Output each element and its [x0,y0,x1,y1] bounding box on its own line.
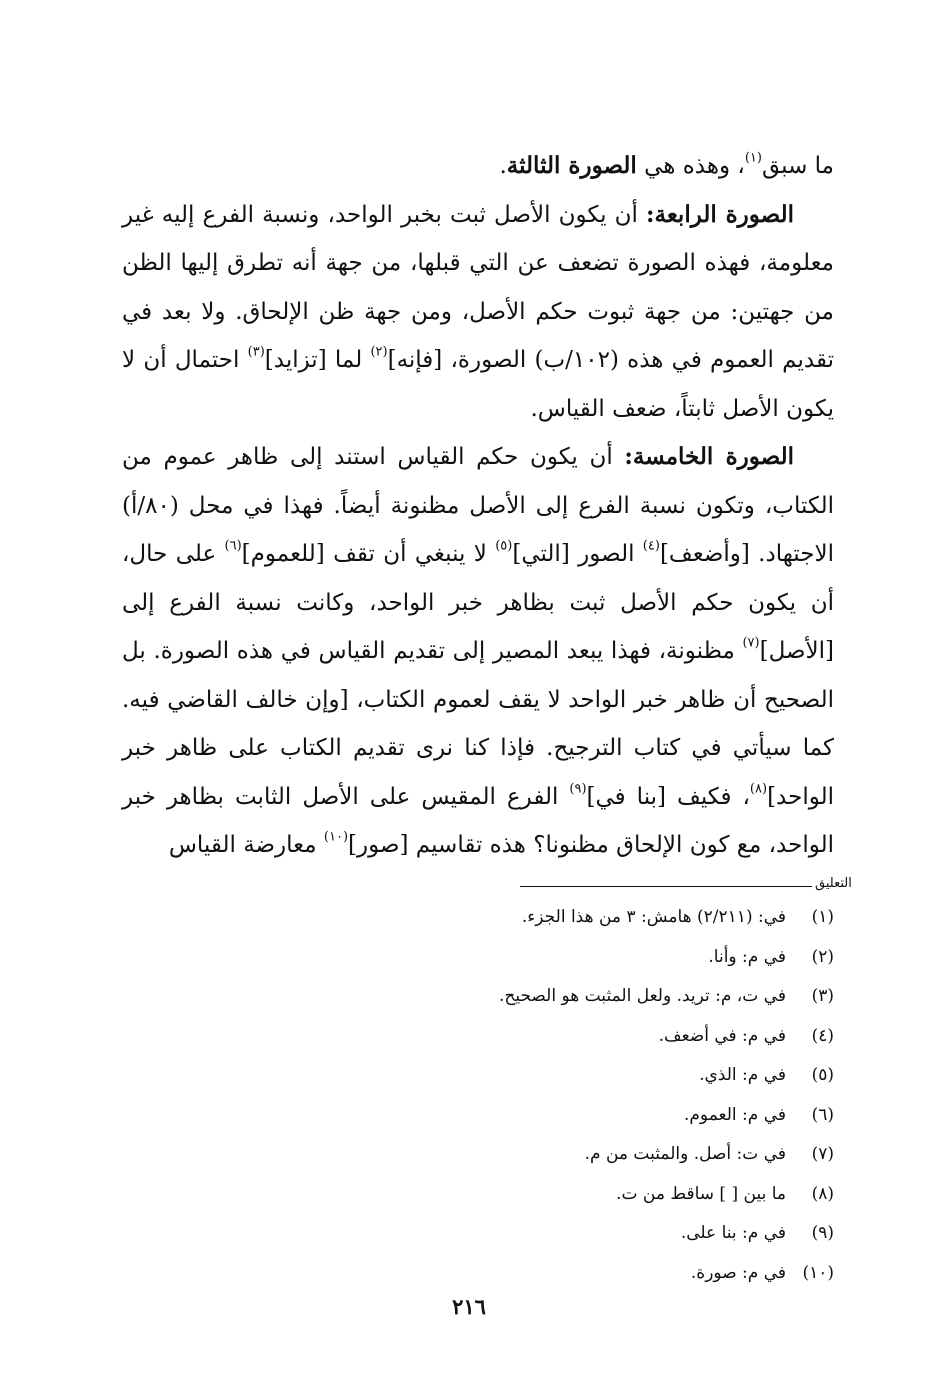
page-number: ٢١٦ [452,1294,486,1319]
text-run: . [499,153,507,179]
paragraph-continuation [122,142,834,191]
bold-term: الصورة الثالثة [506,152,637,179]
text-run: احتمال أن لا يكون الأصل ثابتاً، ضعف القياس. [122,347,834,422]
footnote-item [274,1096,834,1136]
section-heading: الصورة الرابعة: [646,200,795,228]
footnote-marker: (٧) [742,635,760,651]
text-run: على حال، أن يكون حكم الأصل ثبت بظاهر خبر الواحد، وكانت نسبة الفرع إلى [الأصل] [122,541,834,664]
footnote-marker: (٨) [749,780,768,796]
footnote-item [274,977,834,1017]
footnote-number: (٤) [811,1025,834,1046]
footnotes-label: التعليق [815,876,852,891]
footnote-text: في م: العموم. [684,1104,786,1125]
footnote-marker: (٩) [569,780,587,796]
footnote-item [274,1214,834,1254]
footnote-marker: (٣) [247,344,265,360]
footnote-marker: (٥) [495,538,513,554]
section-heading: الصورة الخامسة: [624,443,794,470]
text-run: أن يكون الأصل ثبت بخبر الواحد، ونسبة الفرع إليه غير معلومة، فهذه الصورة تضعف عن التي قبلها، من جهة أنه تطرق إليها الظن من جهتين: من جهة ثبوت حكم الأصل، ومن جهة ظن الإلحاق. ولا بعد في تقديم العموم في هذه (١٠٢/ب) الصورة، [فإنه] [122,201,834,373]
footnote-marker: (١٠) [323,829,349,845]
text-run: ، فكيف [بنا في] [586,783,750,810]
footnote-item [274,1135,834,1175]
footnotes-list [274,898,834,1293]
text-run: معارضة القياس [168,832,324,858]
footnote-number: (١٠) [802,1262,834,1283]
footnote-number: (٦) [811,1104,834,1125]
text-run: الفرع المقيس على الأصل الثابت بظاهر خبر الواحد، مع كون الإلحاق مظنونا؟ هذه تقاسيم [صور] [122,783,834,858]
footnote-item [274,898,834,938]
footnote-text: في: (٢/٢١١) هامش: ٣ من هذا الجزء. [521,907,786,927]
footnote-text: في ت: أصل. والمثبت من م. [584,1144,786,1164]
footnote-number: (٣) [811,986,834,1006]
footnote-text: في ت، م: تريد. ولعل المثبت هو الصحيح. [498,986,786,1006]
paragraph-fifth-case [122,433,834,870]
footnote-item [274,1056,834,1096]
footnote-number: (٩) [811,1223,834,1243]
footnote-marker: (٤) [642,538,660,554]
text-run: أن يكون حكم القياس استند إلى ظاهر عموم من الكتاب، وتكون نسبة الفرع إلى الأصل مظنونة أيضاً. فهذا في محل (٨٠/أ) الاجتهاد. [وأضعف] [122,444,834,567]
footnote-number: (٢) [811,946,834,967]
footnote-divider [520,886,812,887]
paragraph-fourth-case [122,191,834,434]
footnote-item [274,1017,834,1057]
main-text [122,142,834,870]
footnote-number: (١) [811,907,834,927]
footnote-number: (٨) [811,1183,834,1204]
text-run: ، وهذه هي [636,153,745,179]
footnote-marker: (٢) [370,344,388,360]
footnote-item [274,1254,834,1294]
footnote-marker: (١) [744,150,762,166]
footnote-text: في م: الذي. [699,1065,786,1085]
text-run: ما سبق [761,153,834,179]
footnote-number: (٧) [811,1144,834,1164]
footnote-text: ما بين [ ] ساقط من ت. [616,1183,786,1204]
footnote-text: في م: صورة. [690,1262,786,1283]
footnote-marker: (٦) [224,538,242,554]
footnote-item [274,938,834,978]
text-run: لا ينبغي أن تقف [للعموم] [241,541,496,567]
text-run: لما [تزايد] [264,347,371,373]
footnote-text: في م: في أضعف. [658,1025,786,1046]
footnote-text: في م: وأنا. [708,946,786,967]
text-run: الصور [التي] [512,541,643,567]
footnote-item [274,1175,834,1215]
text-run: مظنونة، فهذا يبعد المصير إلى تقديم القياس في هذه الصورة. بل الصحيح أن ظاهر خبر الواحد لا يقف لعموم الكتاب، [وإن خالف القاضي فيه. كما سيأتي في كتاب الترجيح. فإذا كنا نرى تقديم الكتاب على ظاهر خبر الواحد] [122,638,834,810]
footnote-text: في م: بنا على. [680,1223,786,1243]
footnote-number: (٥) [811,1065,834,1085]
